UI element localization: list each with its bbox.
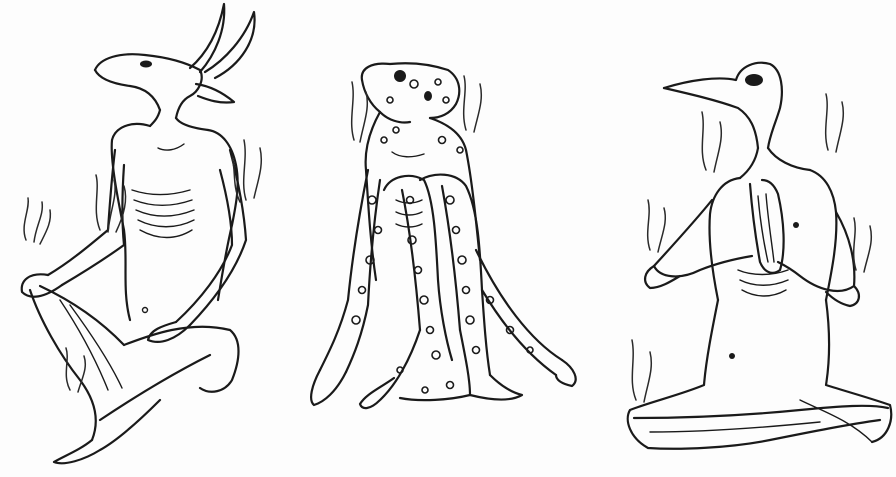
flame bbox=[632, 340, 651, 402]
flame bbox=[648, 200, 666, 252]
flame bbox=[702, 112, 721, 172]
goat-headed-figure bbox=[0, 0, 290, 477]
goat-right-hand bbox=[148, 322, 190, 342]
spotted-figure bbox=[300, 0, 590, 477]
spotted-left-hand bbox=[311, 370, 346, 405]
body-spots bbox=[352, 127, 533, 393]
flame bbox=[464, 76, 482, 132]
goat-ear bbox=[196, 84, 234, 103]
bird-headed-figure-drawing bbox=[600, 0, 896, 477]
flame bbox=[826, 94, 844, 152]
bird-head bbox=[664, 63, 782, 148]
flame bbox=[66, 348, 85, 392]
bird-right-hand bbox=[826, 286, 859, 306]
goat-eye bbox=[140, 61, 152, 68]
bird-eye bbox=[745, 74, 763, 86]
spotted-figure-drawing bbox=[300, 0, 590, 477]
goat-headed-figure-drawing bbox=[0, 0, 290, 477]
flame bbox=[854, 218, 872, 272]
flame bbox=[24, 198, 50, 244]
bird-headed-figure bbox=[600, 0, 896, 477]
spotted-right-hand bbox=[556, 360, 576, 386]
spotted-eye bbox=[394, 70, 406, 82]
goat-horn-back bbox=[205, 12, 255, 78]
bird-beak bbox=[664, 88, 758, 148]
